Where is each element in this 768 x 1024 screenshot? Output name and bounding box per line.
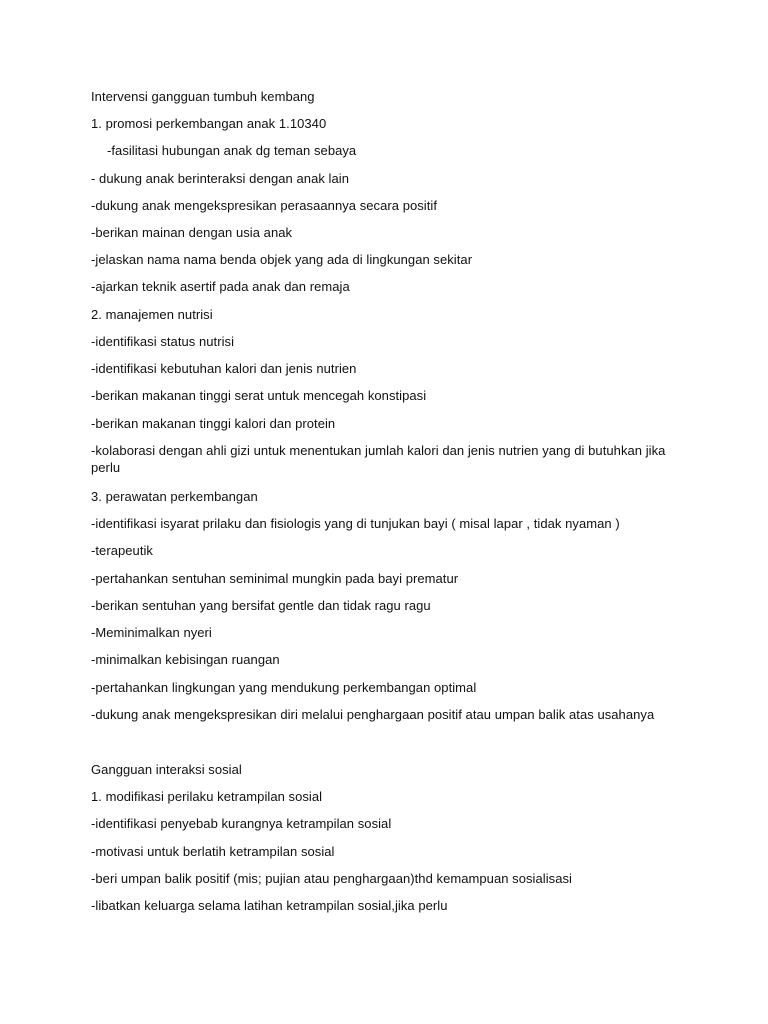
list-item: -dukung anak mengekspresikan perasaannya secara positif — [91, 198, 438, 213]
list-item: -Meminimalkan nyeri — [91, 625, 212, 640]
list-item: -minimalkan kebisingan ruangan — [91, 652, 280, 667]
list-item: -berikan makanan tinggi kalori dan protein — [91, 416, 336, 431]
list-item: -kolaborasi dengan ahli gizi untuk menentukan jumlah kalori dan jenis nutrien yang di butuhkan jika perlu — [91, 443, 666, 475]
list-item: -identifikasi penyebab kurangnya ketrampilan sosial — [91, 816, 392, 831]
list-item: -terapeutik — [91, 543, 153, 558]
list-item: -pertahankan lingkungan yang mendukung perkembangan optimal — [91, 680, 477, 695]
list-item: -identifikasi isyarat prilaku dan fisiologis yang di tunjukan bayi ( misal lapar , tidak nyaman ) — [91, 516, 620, 531]
list-item: -berikan sentuhan yang bersifat gentle dan tidak ragu ragu — [91, 598, 431, 613]
list-item: -fasilitasi hubungan anak dg teman sebaya — [107, 143, 357, 158]
heading-promosi-perkembangan: 1. promosi perkembangan anak 1.10340 — [91, 116, 327, 131]
heading-modifikasi-perilaku: 1. modifikasi perilaku ketrampilan sosial — [91, 789, 323, 804]
list-item: -libatkan keluarga selama latihan ketrampilan sosial,jika perlu — [91, 898, 448, 913]
list-item: -motivasi untuk berlatih ketrampilan sosial — [91, 844, 335, 859]
list-item: -pertahankan sentuhan seminimal mungkin pada bayi prematur — [91, 571, 459, 586]
section-title-intervensi: Intervensi gangguan tumbuh kembang — [91, 89, 315, 104]
list-item: -identifikasi kebutuhan kalori dan jenis nutrien — [91, 361, 357, 376]
list-item: -identifikasi status nutrisi — [91, 334, 235, 349]
list-item: -berikan mainan dengan usia anak — [91, 225, 293, 240]
list-item: -ajarkan teknik asertif pada anak dan remaja — [91, 279, 350, 294]
list-item: -berikan makanan tinggi serat untuk mencegah konstipasi — [91, 388, 427, 403]
list-item: - dukung anak berinteraksi dengan anak lain — [91, 171, 349, 186]
heading-manajemen-nutrisi: 2. manajemen nutrisi — [91, 307, 213, 322]
section-title-interaksi-sosial: Gangguan interaksi sosial — [91, 762, 242, 777]
heading-perawatan-perkembangan: 3. perawatan perkembangan — [91, 489, 258, 504]
list-item: -jelaskan nama nama benda objek yang ada di lingkungan sekitar — [91, 252, 473, 267]
list-item: -dukung anak mengekspresikan diri melalui penghargaan positif atau umpan balik atas usahanya — [91, 707, 655, 722]
list-item: -beri umpan balik positif (mis; pujian atau penghargaan)thd kemampuan sosialisasi — [91, 871, 572, 886]
